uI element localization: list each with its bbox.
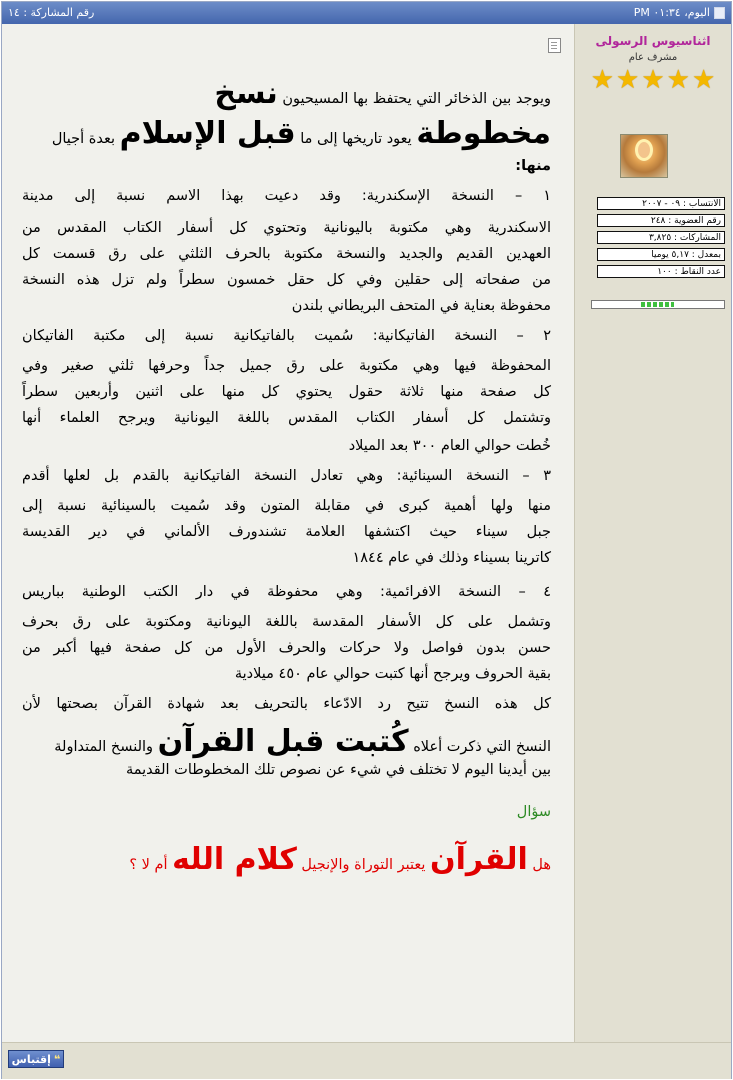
post-line (22, 468, 551, 484)
post-icon (714, 7, 725, 19)
post-text-segment: قبل الإسلام (119, 116, 296, 151)
post-date (634, 6, 725, 19)
post-text-segment: النسخ التي ذكرت أعلاه (408, 739, 551, 755)
post-line (22, 666, 551, 682)
post-line (22, 298, 551, 314)
post-text-segment: حسن بدون فواصل ولا حركات والحرف الأول من كل صفحة فيها أكبر من (22, 640, 551, 656)
post-line (22, 328, 551, 344)
post-text-segment: نسخ (214, 76, 278, 111)
quote-button-label: إقتباس (11, 1052, 51, 1066)
rank-star-icon: ★ (641, 65, 665, 95)
user-post-count: المشاركات : ٣,٨٢٥ (597, 231, 725, 244)
rank-star-icon: ★ (590, 65, 615, 95)
post-frame (1, 1, 732, 1079)
post-text-segment: وتشتمل كل أسفار الكتاب المقدس باللغة اليونانية ويرجح العلماء أنها (22, 410, 551, 426)
post-text-segment: منها: (515, 158, 551, 174)
user-rank: مشرف عام (628, 52, 678, 63)
post-text-segment: بين أيدينا اليوم لا تختلف في شيء عن نصوص تلك المخطوطات القديمة (125, 762, 551, 778)
activity-bar (591, 300, 725, 309)
post-text-segment: ٢ – النسخة الفاتيكانية: سُميت بالفاتيكانية نسبة إلى مكتبة الفاتيكان (22, 328, 551, 344)
post-line (22, 188, 551, 204)
post-text-segment: منها ولها أهمية كبرى في مقابلة المتون وقد سُميت بالسينائية نسبة إلى (22, 498, 551, 514)
post-text-segment: من صفحاته إلى حقلين وفي كل حقل خمسون سطراً ولم تزل هذه النسخة (22, 272, 551, 288)
post-line (22, 358, 551, 374)
post-text-segment: محفوظة بعناية في المتحف البريطاني بلندن (291, 298, 551, 314)
post-body (2, 24, 575, 1042)
post-text-segment: جبل سيناء حيث اكتشفها العلامة تشندورف الألماني في دير القديسة (22, 524, 551, 540)
post-text-segment: كُتبت قبل القرآن (157, 724, 409, 759)
post-header (2, 2, 731, 24)
post-text-segment: كلام الله (172, 842, 297, 877)
post-text-segment: بقية الحروف ويرجح أنها كتبت حوالي عام ٤٥٠ ميلادية (234, 666, 551, 682)
rank-star-icon: ★ (666, 65, 690, 95)
post-line (22, 220, 551, 236)
post-text-segment: مخطوطة (416, 116, 551, 151)
post-line (22, 76, 551, 111)
post-line (22, 696, 551, 712)
post-date-text: اليوم، ٠١:٣٤ PM (633, 6, 710, 19)
post-line (22, 116, 551, 151)
avatar[interactable] (620, 134, 668, 178)
post-line (22, 524, 551, 540)
rank-star-icon: ★ (616, 65, 640, 95)
post-text-segment: كل صفحة منها ثلاثة حقول يحتوي كل منها على اثنين وأربعين سطراً (22, 384, 551, 400)
post-line (22, 584, 551, 600)
post-line (22, 842, 551, 877)
post-line (22, 246, 551, 262)
post-text-segment: كل هذه النسخ تتيح رد الادّعاء بالتحريف بعد شهادة القرآن بصحتها لأن (22, 696, 551, 712)
post-line (22, 550, 551, 566)
post-text-segment: يعود تاريخها إلى ما (295, 131, 417, 147)
post-line (22, 762, 551, 778)
rank-stars (575, 66, 731, 97)
username-link[interactable]: اثناسيوس الرسولى (595, 34, 711, 48)
post-text-segment: الاسكندرية وهي مكتوبة باليونانية وتحتوي كل أسفار الكتاب المقدس من (22, 220, 551, 236)
user-post-rate: بمعدل : ٥,١٧ يوميا (597, 248, 725, 261)
post-line (22, 438, 551, 454)
post-text-segment: وتشمل على كل الأسفار المقدسة باللغة اليونانية ومكتوبة على رق بحرف (22, 614, 551, 630)
post-text-segment: سؤال (516, 804, 551, 820)
post-text-segment: ١ – النسخة الإسكندرية: وقد دعيت بهذا الاسم نسبة إلى مدينة (22, 188, 551, 204)
post-text-segment: ٣ – النسخة السينائية: وهي تعادل النسخة الفاتيكانية بالقدم بل لعلها أقدم (22, 468, 551, 484)
post-text-segment: والنسخ المتداولة (54, 739, 158, 755)
post-text-segment: خُطت حوالي العام ٣٠٠ بعد الميلاد (348, 438, 551, 454)
post-line (22, 640, 551, 656)
post-text-segment: العهدين القديم والجديد والنسخة مكتوبة بالحرف الثلثي على رق قسمت كل (22, 246, 551, 262)
quote-icon: ❝ (53, 1052, 61, 1066)
post-line (22, 384, 551, 400)
post-number[interactable]: رقم المشاركة : ١٤ (8, 6, 95, 19)
post-line (22, 272, 551, 288)
post-line (22, 724, 551, 759)
quote-button[interactable] (8, 1050, 64, 1068)
post-line (22, 614, 551, 630)
post-text-segment: بعدة أجيال (51, 131, 120, 147)
post-text-segment: يعتبر التوراة والإنجيل (296, 857, 431, 873)
user-info-panel (574, 24, 731, 1042)
user-join-date: الانتساب : ٠٩ - ٢٠٠٧ (597, 197, 725, 210)
user-member-id: رقم العضوية : ٢٤٨ (597, 214, 725, 227)
document-icon (548, 38, 561, 53)
post-text-segment: كاترينا بسيناء وذلك في عام ١٨٤٤ (352, 550, 551, 566)
user-points: عدد النقاط : ١٠٠ (597, 265, 725, 278)
post-text-segment: هل (527, 857, 551, 873)
activity-bar-fill (641, 302, 674, 307)
post-line (22, 158, 551, 174)
post-line (22, 410, 551, 426)
post-text-segment: ٤ – النسخة الافرائمية: وهي محفوظة في دار الكتب الوطنية بباريس (22, 584, 551, 600)
post-line (22, 498, 551, 514)
post-line (22, 804, 551, 820)
post-footer (2, 1042, 731, 1079)
post-text-segment: أم لا ؟ (129, 857, 173, 873)
post-text-segment: القرآن (430, 842, 528, 877)
rank-star-icon: ★ (691, 65, 716, 95)
post-text-segment: ويوجد بين الذخائر التي يحتفظ بها المسيحيون (277, 91, 551, 107)
post-text-segment: المحفوظة فيها وهي مكتوبة على رق جميل جداً وحرفها ثلثي صغير وفي (22, 358, 551, 374)
